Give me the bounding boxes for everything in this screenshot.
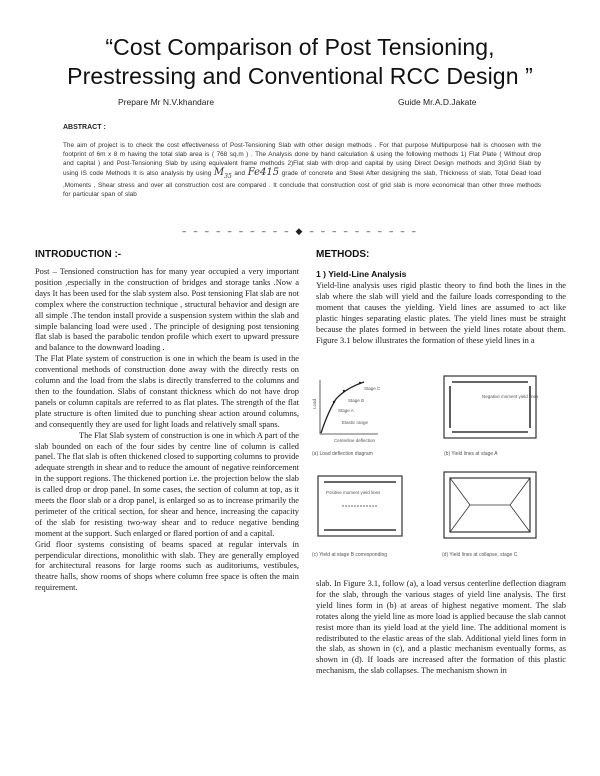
caption-d: (d) Yield lines at collapse, stage C xyxy=(442,552,518,558)
abstract-body xyxy=(63,141,541,199)
methods-heading: METHODS: xyxy=(316,249,370,260)
caption-b: (b) Yield lines at stage A xyxy=(444,451,498,457)
panel-a-point-c xyxy=(359,382,361,384)
title-line-2: Prestressing and Conventional RCC Design ” xyxy=(67,63,533,89)
author-guide: Guide Mr.A.D.Jakate xyxy=(398,97,477,107)
panel-a-point-a xyxy=(333,401,335,403)
grade-m35-sub: 35 xyxy=(224,173,232,180)
figure-panel-a xyxy=(312,380,381,457)
panel-a-deflection-label: Centerline deflection xyxy=(334,438,376,443)
caption-a: (a) Load deflection diagram xyxy=(312,451,373,457)
intro-paragraph-3: The Flat Slab system of construction is one in which A part of the slab bounded on each of the four sides by centre line of column is called panel. The flat slab is often thickened closed to supporting columns to provide adequate strength in shear and to reduce the amount of negative reinforcement in the support regions. The thickened portion i.e. the projection below the slab is called drop or drop panel. In some cases, the section of column at top, as it meets the floor slab or a drop panel, is enlarged so as to increase primarily the perimeter of the critical section, for shear and hence, increasing the capacity of the slab for resisting two-way shear and to reduce negative bending moment at the support. Such enlarged or flared portion of and a capital. xyxy=(35,430,299,538)
introduction-column xyxy=(35,267,299,594)
abstract-heading: ABSTRACT : xyxy=(63,124,106,131)
panel-b-neg-label: Negative moment yield lines xyxy=(482,394,539,399)
introduction-heading: INTRODUCTION :- xyxy=(35,249,122,260)
panel-b-slab xyxy=(444,376,536,438)
figure-panel-b xyxy=(444,376,539,457)
yield-line-figure xyxy=(312,372,552,572)
abstract-text-1: The aim of project is to check the cost effectiveness of Post-Tensioning Slab with other design methods . For that purpose Multipurpose hall is choosen with the footprint of 6m x 8 m having the total slab area is ( 768 sq.m ) . The Analysis done by hand calculation & using the following methods 1) Flat Plate ( Without drop and capital ) and Post-Tensioning Slab by using equivalent frame methods 2)Flat slab with drop and capital by using Direct Design methods and 3)Grid Slab by using IS code Methods It is also analysis by using xyxy=(63,142,541,177)
panel-a-stage-c: Stage C xyxy=(364,386,381,391)
author-preparer: Prepare Mr N.V.khandare xyxy=(118,97,215,107)
intro-paragraph-1: Post – Tensioned construction has for many year occupied a very important position ,especially in the construction of bridges and storage tanks .Now a days It has been used for the slab system also. Post tensioning Flat slab are not complex where the construction technique , structural behavior and design are all simple .The tendon install provide a suspension system within the slab and simple balancing load were used . The principle of designing post tensioning flat slab is based the parabolic tendon profile which exert to upward pressure and balance to the downward loading . xyxy=(35,267,299,353)
grade-fe415: Fe415 xyxy=(247,167,280,178)
yield-line-subheading: 1 ) Yield-Line Analysis xyxy=(316,269,407,279)
panel-a-stage-b: Stage B xyxy=(348,398,365,403)
figure-panel-c xyxy=(312,476,402,558)
grade-m35 xyxy=(214,167,232,178)
figure-panel-d xyxy=(442,472,536,558)
title-line-1: “Cost Comparison of Post Tensioning, xyxy=(105,34,495,60)
abstract-and: and xyxy=(231,170,248,177)
panel-a-load-label: Load xyxy=(312,398,317,409)
paper-title xyxy=(20,33,580,91)
grade-m35-letter: M xyxy=(213,167,225,178)
methods-paragraph-2: slab. In Figure 3.1, follow (a), a load versus centerline deflection diagram for the slab, through the various stages of yield line analysis. The first yield lines form in (b) at areas of highest negative moment. The slab rotates along the yield line as more load is applied because the slab cannot resist more than its yield load at the yield line. The additional moment is redistributed to the elastic areas of the slab. Additional yield lines form in the slab, as shown in (c), and a plastic mechanism eventually forms, as shown in (d). If loads are increased after the formation of this plastic mechanism, the slab collapses. The mechanism shown in xyxy=(316,579,566,676)
caption-c: (c) Yield at stage B corresponding xyxy=(312,552,388,558)
intro-paragraph-4: Grid floor systems consisting of beams spaced at regular intervals in perpendicular directions, monolithic with slab. They are generally employed for architectural reasons for large rooms such as auditoriums, vestibules, theatre halls, show rooms of shops where column free space is often the main requirement. xyxy=(35,539,299,593)
panel-a-stage-a: Stage A xyxy=(338,408,354,413)
panel-c-pos-label: Positive moment yield lines xyxy=(326,490,381,495)
intro-paragraph-2: The Flat Plate system of construction is one in which the beam is used in the conventional methods of construction done away with the directly rests on column and the load from the slabs is directly transferred to the columns and then to the foundation. Slabs of constant thickness which do not have drop panels or column capitals are referred to as flat plates. The strength of the flat plate structure is often limited due to punching shear action around columns, and consequently they are used for light loads and relatively small spans. xyxy=(35,354,299,429)
panel-a-elastic: Elastic range xyxy=(342,420,369,425)
section-divider: – – – – – – – – – – ◆ – – – – – – – – – – xyxy=(181,227,419,237)
methods-paragraph-1: Yield-line analysis uses rigid plastic theory to find both the lines in the slab where the slab will yield and the failure loads corresponding to the moment that causes the yielding. Yield lines are assumed to act like plastic hinges separating elastic plates. The yield lines must be straight because the plates formed in between the yield lines rotate about them. Figure 3.1 below illustrates the formation of these yield lines in a xyxy=(316,281,566,345)
abstract-text-2: grade of concrete and Steel After designing the slab, Thickness of slab, Total Dead load ,Moments , Shear stress and over all construction cost are compared . It conclude that construction cost of grid slab is more economical than other three methods for particular span of slab xyxy=(63,170,542,198)
panel-a-point-b xyxy=(343,390,345,392)
